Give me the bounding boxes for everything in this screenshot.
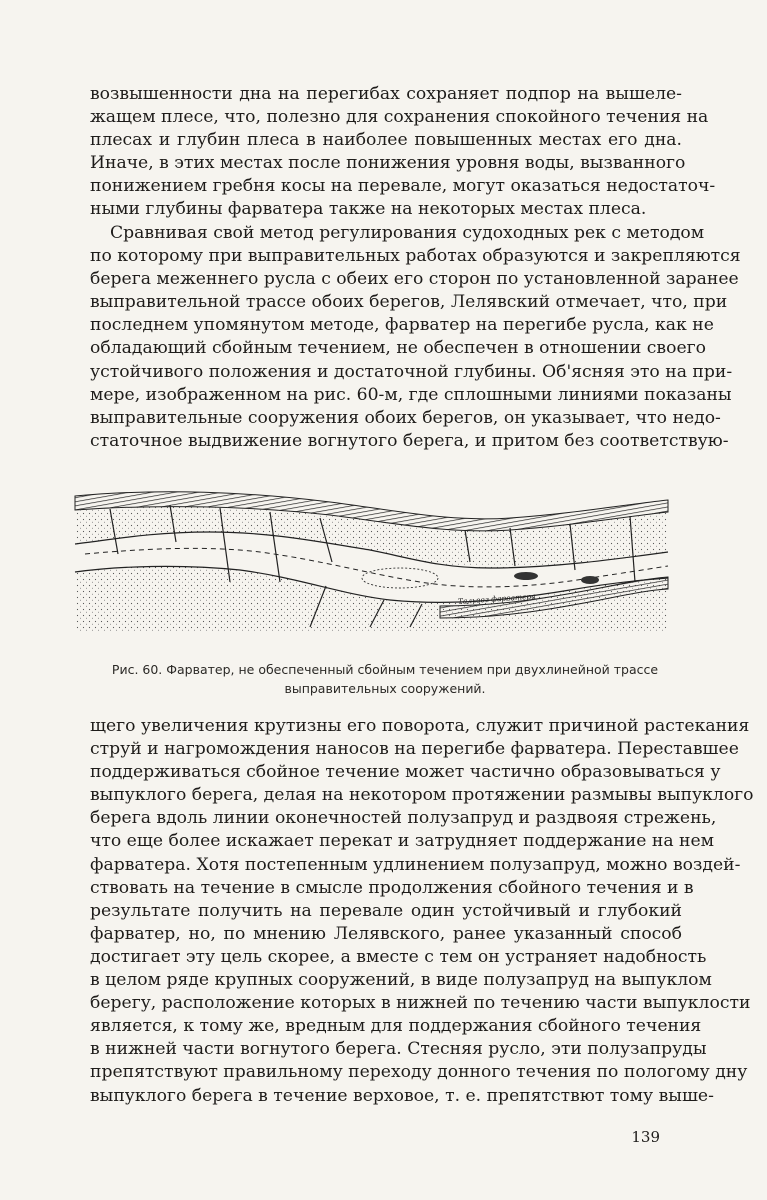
shoal-outline — [362, 568, 438, 588]
paragraph-1 — [90, 83, 716, 222]
text-line: препятствуют правильному переходу донного течения по пологому дну — [90, 1062, 748, 1083]
figure-60 — [70, 482, 670, 642]
caption-line-1: Рис. 60. Фарватер, не обеспеченный сбойным течением при двухлинейной трассе — [111, 662, 659, 677]
paragraph-2 — [90, 222, 741, 453]
river-regulation-diagram — [70, 482, 670, 642]
text-line: берегу, расположение которых в нижней по течению части выпуклости — [90, 993, 751, 1014]
text-line: что еще более искажает перекат и затрудняет поддержание на нем — [90, 831, 715, 852]
paragraph-3 — [90, 715, 754, 1108]
figure-caption — [45, 660, 725, 698]
text-line: выпуклого берега, делая на некотором протяжении размывы выпуклого — [90, 785, 754, 806]
text-line: понижением гребня косы на перевале, могут оказаться недостаточ- — [90, 176, 716, 197]
caption-line-2: выправительных сооружений. — [284, 681, 486, 696]
text-line: выправительные сооружения обоих берегов, он указывает, что недо- — [90, 407, 721, 428]
text-line: фарватер, но, по мнению Лелявского, ранее указанный способ — [90, 923, 682, 944]
text-line: устойчивого положения и достаточной глубины. Об'ясняя это на при- — [90, 361, 733, 382]
text-line: мере, изображенном на рис. 60-м, где сплошными линиями показаны — [90, 384, 732, 405]
page-number: 139 — [631, 1128, 660, 1146]
text-line: является, к тому же, вредным для поддержания сбойного течения — [90, 1016, 702, 1037]
text-line: возвышенности дна на перегибах сохраняет подпор на вышеле- — [90, 84, 682, 104]
text-line: жащем плесе, что, полезно для сохранения спокойного течения на — [90, 107, 709, 128]
text-line: Сравнивая свой метод регулирования судоходных рек с методом — [110, 223, 705, 243]
shoal-dark — [514, 572, 538, 580]
text-line: Иначе, в этих местах после понижения уровня воды, вызванного — [90, 153, 686, 174]
text-line: статочное выдвижение вогнутого берега, и притом без соответствую- — [90, 430, 729, 451]
text-line: щего увеличения крутизны его поворота, служит причиной растекания — [90, 716, 750, 736]
text-line: фарватера. Хотя постепенным удлинением полузапруд, можно воздей- — [90, 854, 741, 875]
text-line: плесах и глубин плеса в наиболее повышенных местах его дна. — [90, 130, 682, 151]
text-line: выправительной трассе обоих берегов, Лелявский отмечает, что, при — [90, 292, 728, 313]
text-line: берега вдоль линии оконечностей полузапруд и раздвояя стрежень, — [90, 808, 717, 829]
text-line: выпуклого берега в течение верховое, т. е. препятствют тому выше- — [90, 1085, 714, 1106]
text-line: в нижней части вогнутого берега. Стесняя русло, эти полузапруды — [90, 1039, 707, 1060]
text-line: последнем упомянутом методе, фарватер на перегибе русла, как не — [90, 315, 714, 336]
thalweg-label: Тальвег фарватера — [457, 591, 537, 606]
text-line: обладающий сбойным течением, не обеспечен в отношении своего — [90, 338, 706, 359]
text-line: поддерживаться сбойное течение может частично образовываться у — [90, 762, 721, 783]
text-line: достигает эту цель скорее, а вместе с тем он устраняет надобность — [90, 946, 707, 967]
text-line: струй и нагромождения наносов на перегибе фарватера. Переставшее — [90, 739, 739, 760]
text-line: в целом ряде крупных сооружений, в виде полузапруд на выпуклом — [90, 970, 712, 991]
text-line: ствовать на течение в смысле продолжения сбойного течения и в — [90, 877, 694, 898]
text-line: берега меженнего русла с обеих его сторон по установленной заранее — [90, 269, 739, 290]
shoal-dark — [581, 576, 599, 584]
text-line: результате получить на перевале один устойчивый и глубокий — [90, 900, 682, 921]
text-line: ными глубины фарватера также на некоторых местах плеса. — [90, 199, 647, 220]
text-line: по которому при выправительных работах образуются и закрепляются — [90, 246, 741, 267]
